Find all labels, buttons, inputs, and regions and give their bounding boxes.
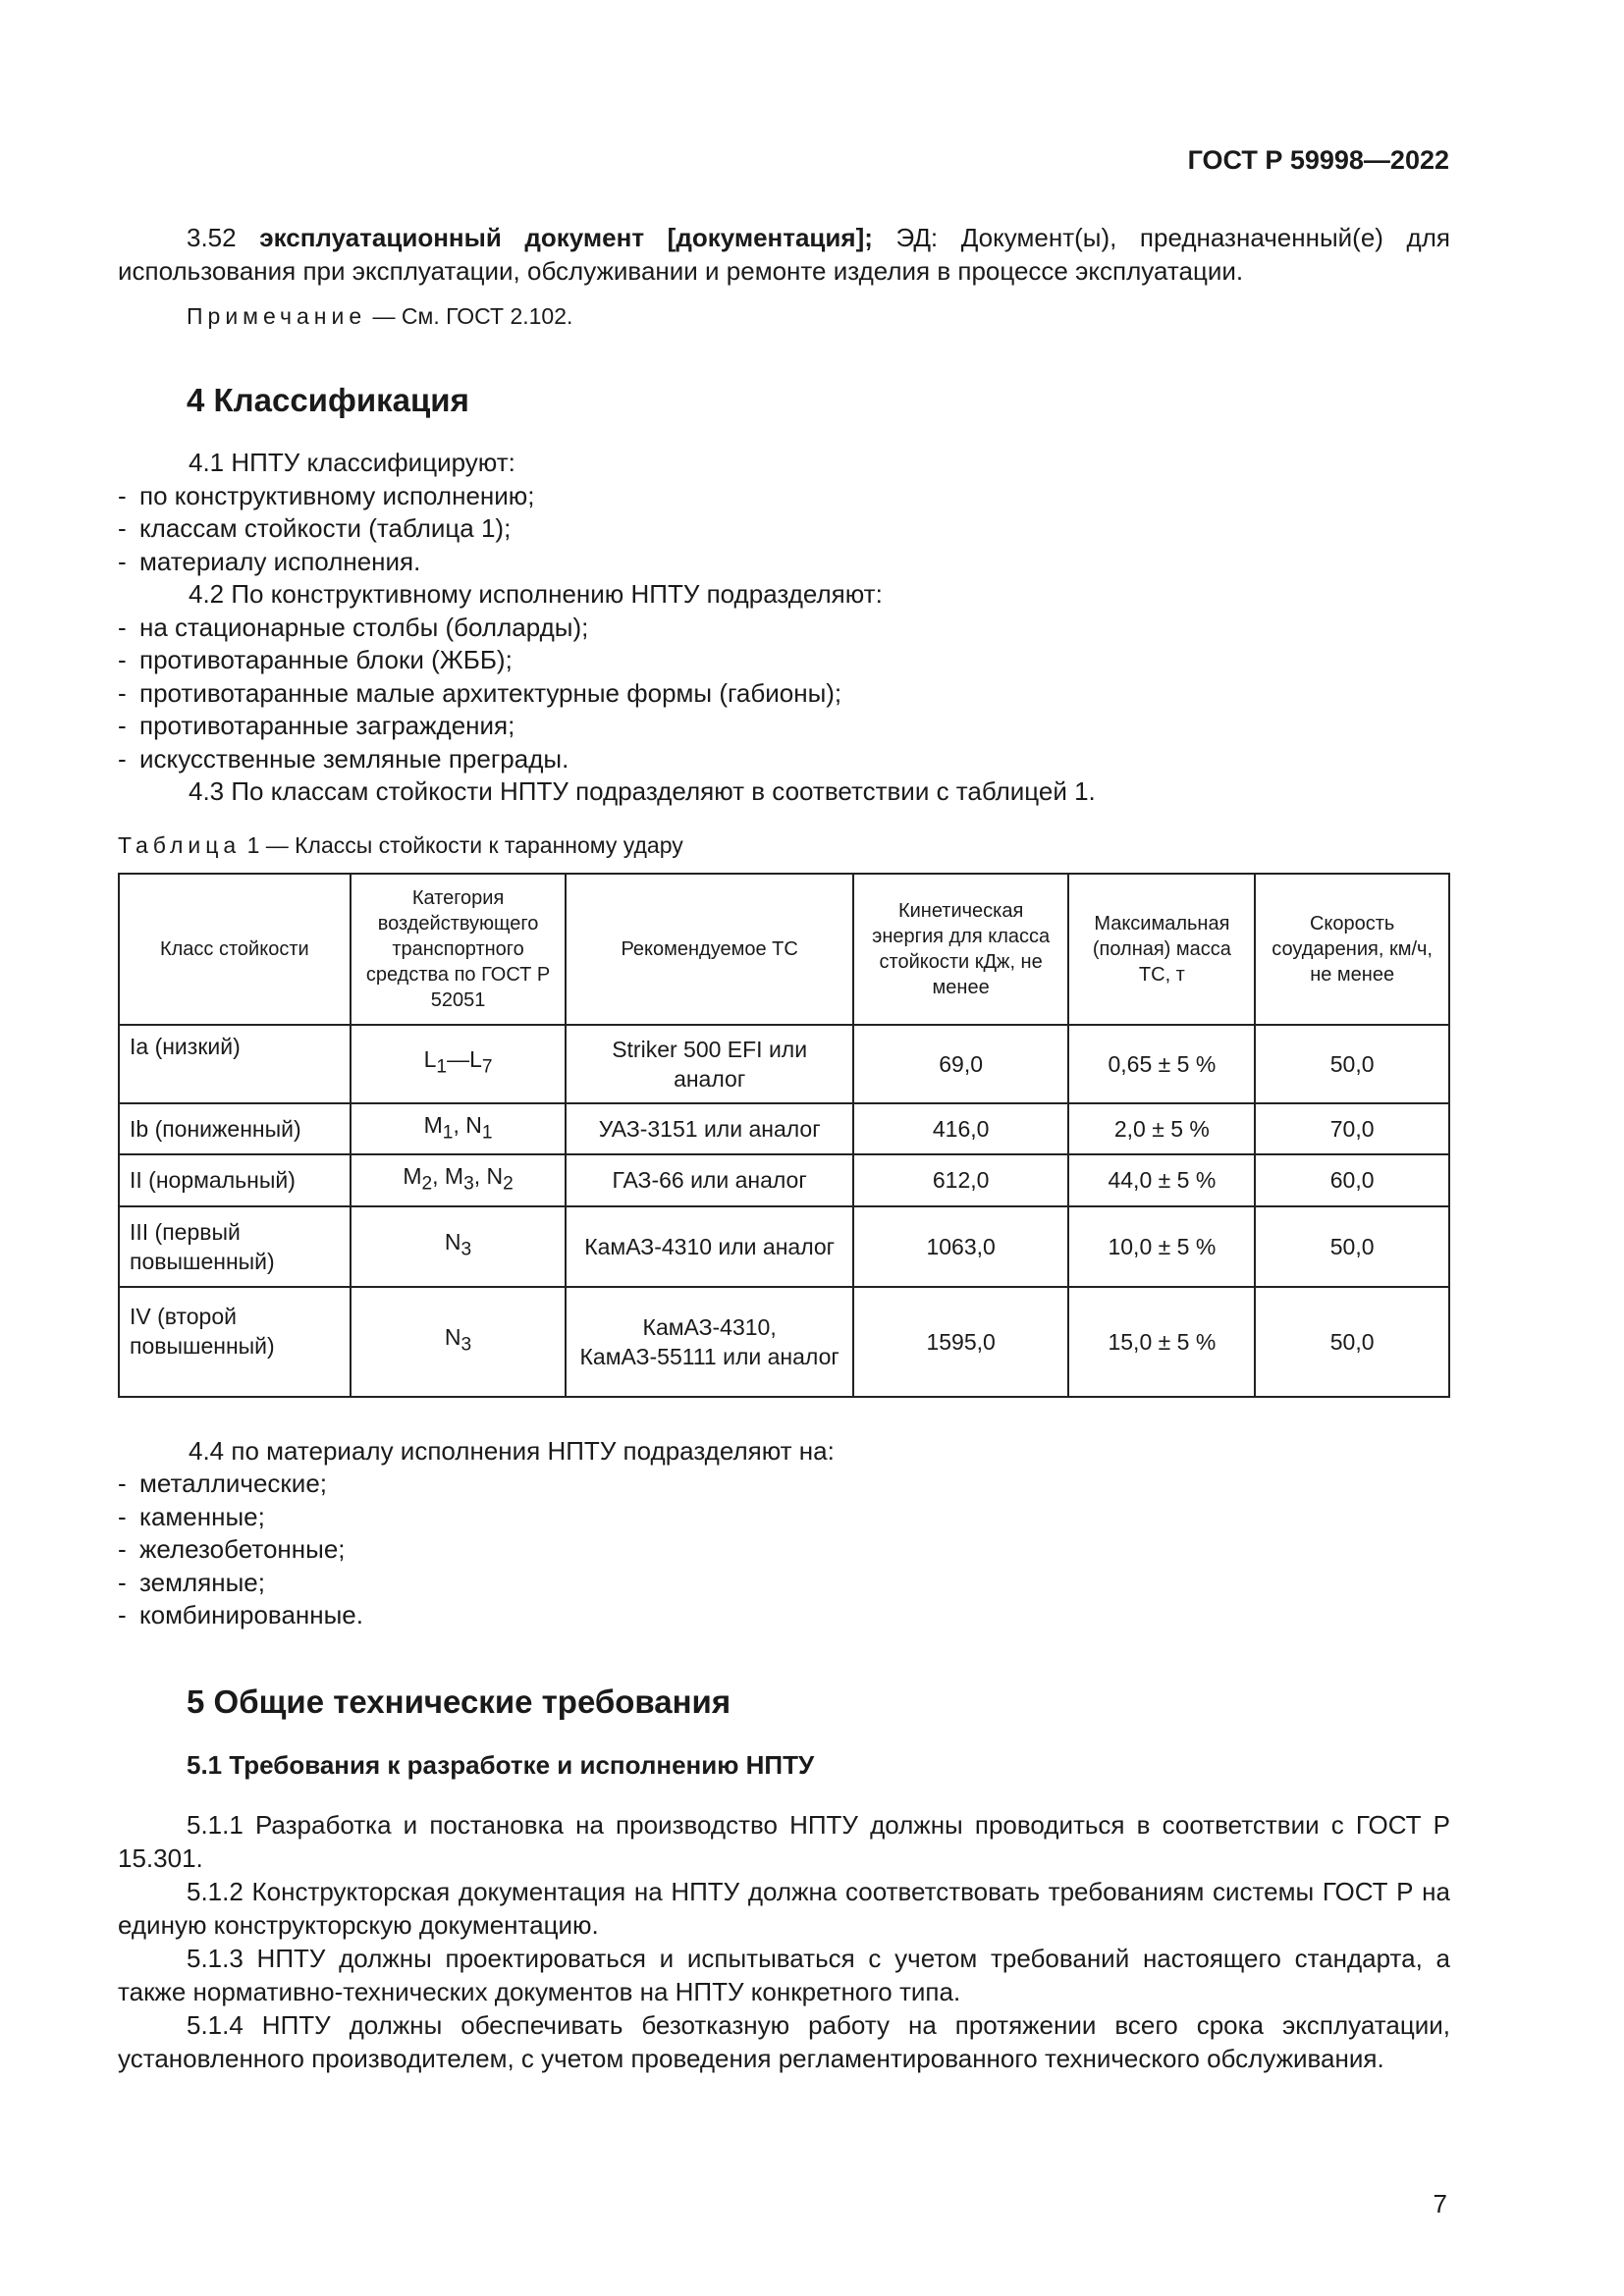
cell-category: $M_1$, $N_1$ bbox=[351, 1103, 567, 1155]
cell-energy: 1063,0 bbox=[853, 1206, 1069, 1287]
note-label: Примечание bbox=[187, 303, 367, 329]
note bbox=[118, 301, 1450, 331]
cell-class: IV (второй повышенный) bbox=[119, 1287, 351, 1397]
header-mass: Максимальная (полная) масса ТС, т bbox=[1068, 874, 1255, 1025]
cell-mass: 2,0 ± 5 % bbox=[1068, 1103, 1255, 1155]
cell-energy: 1595,0 bbox=[853, 1287, 1069, 1397]
list-item: - противотаранные малые архитектурные формы (габионы); bbox=[118, 677, 842, 708]
cell-category: $N_3$ bbox=[351, 1287, 567, 1397]
cell-category: $N_3$ bbox=[351, 1206, 567, 1287]
term-3-52 bbox=[118, 221, 1450, 288]
table-row bbox=[119, 1025, 1449, 1103]
list-item: - металлические; bbox=[118, 1468, 328, 1499]
section-4-title: 4 Классификация bbox=[187, 382, 469, 418]
header-category: Категория воздействующего транспортного средства по ГОСТ Р 52051 bbox=[351, 874, 567, 1025]
table-caption-text: 1 — Классы стойкости к таранному удару bbox=[246, 831, 683, 858]
list-item: - материалу исполнения. bbox=[118, 546, 421, 576]
table-caption bbox=[118, 832, 1450, 859]
cell-vehicle: УАЗ-3151 или аналог bbox=[566, 1103, 852, 1155]
cell-category: $M_2$, $M_3$, $N_2$ bbox=[351, 1154, 567, 1206]
table-row bbox=[119, 1103, 1449, 1155]
list-item: - по конструктивному исполнению; bbox=[118, 480, 535, 510]
resistance-class-table bbox=[118, 873, 1450, 1398]
cell-mass: 15,0 ± 5 % bbox=[1068, 1287, 1255, 1397]
list-item: - противотаранные заграждения; bbox=[118, 711, 515, 740]
header-speed: Скорость соударения, км/ч, не менее bbox=[1255, 874, 1449, 1025]
list-item: - каменные; bbox=[118, 1501, 265, 1531]
para-5-1-2: 5.1.2 Конструкторская документация на НПТУ должна соответствовать требованиям системы ГОСТ Р на единую конструкторскую документацию. bbox=[118, 1876, 1450, 1940]
cell-category: $L_1—L_7$ bbox=[351, 1025, 567, 1103]
list-4-1 bbox=[118, 480, 1450, 579]
term-number: 3.52 bbox=[187, 223, 237, 252]
para-4-3: 4.3 По классам стойкости НПТУ подразделяют в соответствии с таблицей 1. bbox=[189, 776, 1096, 806]
cell-vehicle: ГАЗ-66 или аналог bbox=[566, 1154, 852, 1206]
para-4-4: 4.4 по материалу исполнения НПТУ подразделяют на: bbox=[189, 1435, 835, 1466]
cell-mass: 10,0 ± 5 % bbox=[1068, 1206, 1255, 1287]
cell-speed: 50,0 bbox=[1255, 1025, 1449, 1103]
document-code: ГОСТ Р 59998—2022 bbox=[1187, 145, 1449, 175]
para-4-1: 4.1 НПТУ классифицируют: bbox=[189, 448, 515, 477]
list-item: - противотаранные блоки (ЖББ); bbox=[118, 645, 513, 674]
header-vehicle: Рекомендуемое ТС bbox=[566, 874, 852, 1025]
list-item: - классам стойкости (таблица 1); bbox=[118, 513, 512, 543]
list-4-2 bbox=[118, 612, 1450, 776]
term-definition: ЭД: Документ(ы), предназначенный(е) для использования при эксплуатации, обслуживании и ремонте изделия в процессе эксплуатации. bbox=[118, 223, 1450, 286]
cell-speed: 50,0 bbox=[1255, 1287, 1449, 1397]
cell-vehicle: КамАЗ-4310 или аналог bbox=[566, 1206, 852, 1287]
page-content bbox=[118, 221, 1450, 2075]
cell-class: Ib (пониженный) bbox=[119, 1103, 351, 1155]
cell-class: II (нормальный) bbox=[119, 1154, 351, 1206]
table-row bbox=[119, 1154, 1449, 1206]
cell-mass: 0,65 ± 5 % bbox=[1068, 1025, 1255, 1103]
note-text: — См. ГОСТ 2.102. bbox=[372, 303, 573, 329]
cell-class: Ia (низкий) bbox=[119, 1025, 351, 1103]
cell-speed: 70,0 bbox=[1255, 1103, 1449, 1155]
table-caption-label: Таблица bbox=[118, 831, 242, 858]
term-name: эксплуатационный документ [документация]; bbox=[259, 223, 873, 252]
table-row bbox=[119, 1287, 1449, 1397]
cell-energy: 69,0 bbox=[853, 1025, 1069, 1103]
cell-vehicle: Striker 500 EFI или аналог bbox=[566, 1025, 852, 1103]
para-4-2: 4.2 По конструктивному исполнению НПТУ подразделяют: bbox=[189, 579, 883, 609]
cell-class: III (первый повышенный) bbox=[119, 1206, 351, 1287]
list-item: - комбинированные. bbox=[118, 1600, 363, 1630]
header-energy: Кинетическая энергия для класса стойкости кДж, не менее bbox=[853, 874, 1069, 1025]
para-5-1-1: 5.1.1 Разработка и постановка на производство НПТУ должны проводиться в соответствии с ГОСТ Р 15.301. bbox=[118, 1809, 1450, 1873]
cell-vehicle: КамАЗ-4310, КамАЗ-55111 или аналог bbox=[566, 1287, 852, 1397]
cell-speed: 60,0 bbox=[1255, 1154, 1449, 1206]
subsection-5-1-title: 5.1 Требования к разработке и исполнению НПТУ bbox=[187, 1749, 815, 1780]
table-header-row bbox=[119, 874, 1449, 1025]
header-class: Класс стойкости bbox=[119, 874, 351, 1025]
list-item: - железобетонные; bbox=[118, 1534, 346, 1565]
list-item: - земляные; bbox=[118, 1567, 265, 1597]
para-5-1-3: 5.1.3 НПТУ должны проектироваться и испытываться с учетом требований настоящего стандарта, а также нормативно-технических документов на НПТУ конкретного типа. bbox=[118, 1943, 1450, 2006]
table-row bbox=[119, 1206, 1449, 1287]
page-number: 7 bbox=[1433, 2189, 1447, 2218]
cell-energy: 416,0 bbox=[853, 1103, 1069, 1155]
list-item: - на стационарные столбы (болларды); bbox=[118, 612, 589, 642]
cell-speed: 50,0 bbox=[1255, 1206, 1449, 1287]
cell-mass: 44,0 ± 5 % bbox=[1068, 1154, 1255, 1206]
para-5-1-4: 5.1.4 НПТУ должны обеспечивать безотказную работу на протяжении всего срока эксплуатации, установленного производителем, с учетом проведения регламентированного технического обслуживания. bbox=[118, 2009, 1450, 2073]
list-item: - искусственные земляные преграды. bbox=[118, 743, 569, 774]
list-4-4 bbox=[118, 1468, 1450, 1632]
cell-energy: 612,0 bbox=[853, 1154, 1069, 1206]
section-5-title: 5 Общие технические требования bbox=[187, 1682, 731, 1720]
